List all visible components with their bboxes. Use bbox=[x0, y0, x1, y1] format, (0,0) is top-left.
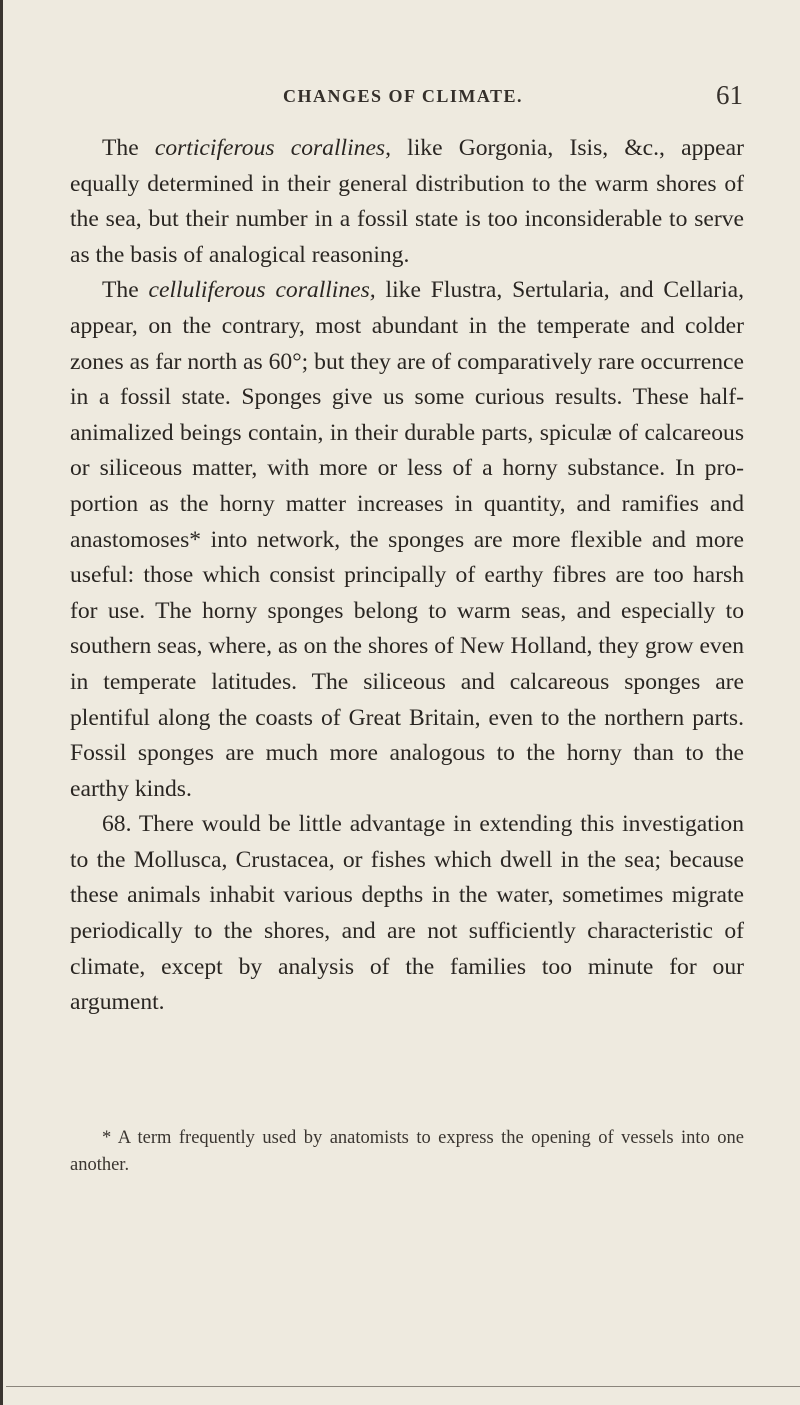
paragraph-text: like Gorgonia, Isis, &c., appear equally determined in their general distribution to the warm shores of the sea, but their number in a fossil state is too inconsiderable to serve as the basis of analogical reasoning. bbox=[70, 135, 744, 268]
paragraph-68 bbox=[70, 807, 744, 1021]
paragraph-lead: The bbox=[102, 277, 149, 304]
page-bottom-edge bbox=[6, 1386, 800, 1387]
page-header bbox=[63, 80, 743, 116]
footnote bbox=[70, 1125, 744, 1179]
footnote-text: * A term frequently used by anatomists to express the opening of vessels into one another. bbox=[70, 1128, 744, 1175]
paragraph-corticiferous bbox=[70, 131, 744, 273]
paragraph-celluliferous bbox=[70, 273, 744, 807]
paragraph-text: 68. There would be little advantage in extending this investigation to the Mollusca, Crustacea, or fishes which dwell in the sea; because these animals inhabit various depths in the water, sometimes migrate periodically to the shores, and are not sufficiently characteristic of climate, except by analysis of the families too minute for our argument. bbox=[70, 811, 744, 1016]
body-text bbox=[70, 131, 744, 1021]
italic-term: celluliferous corallines, bbox=[148, 277, 376, 304]
page-number: 61 bbox=[716, 80, 743, 110]
italic-term: corticiferous corallines, bbox=[154, 135, 391, 161]
paragraph-text: like Flustra, Sertularia, and Cellaria, appear, on the contrary, most abundant in the temperate and colder zones as far north as 60°; but they are of comparatively rare occurrence in a fossil state. Sponges give us some curious results. These half-animalized beings contain, in their durable parts, spiculæ of calcareous or siliceous matter, with more or less of a horny substance. In proportion as the horny matter increases in quantity, and ramifies and anastomoses* into network, the sponges are more flexible and more useful: those which consist principally of earthy fibres are too harsh for use. The horny sponges belong to warm seas, and especially to southern seas, where, as on the shores of New Holland, they grow even in temperate latitudes. The siliceous and calcareous sponges are plentiful along the coasts of Great Britain, even to the northern parts. Fossil sponges are much more analogous to the horny than to the earthy kinds. bbox=[70, 277, 745, 802]
running-head: CHANGES OF CLIMATE. bbox=[282, 86, 524, 106]
paragraph-lead: The bbox=[102, 135, 155, 161]
